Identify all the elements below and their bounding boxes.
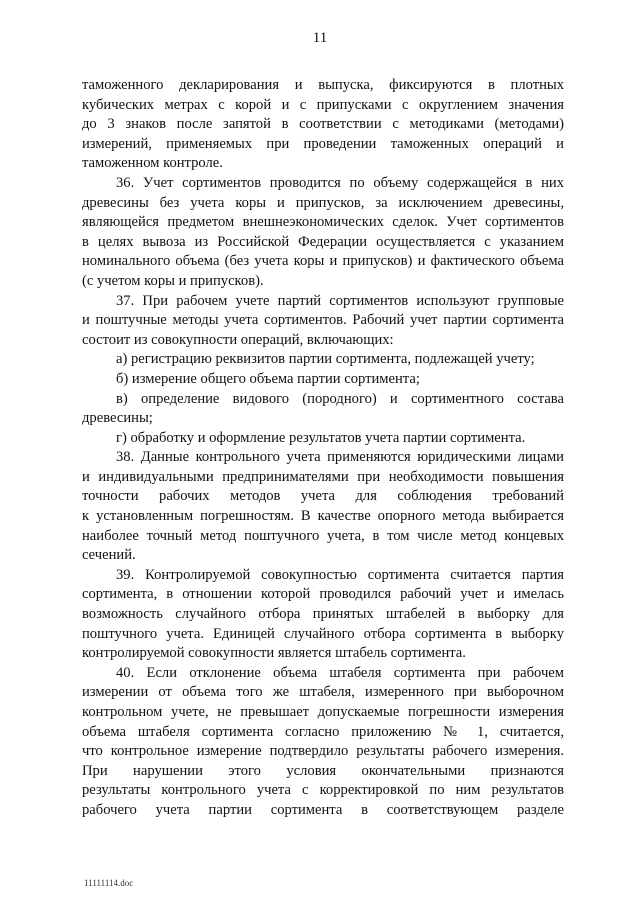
text-line: 39. Контролируемой совокупностью сортимента считается партия — [116, 566, 564, 583]
text-line: измерений, применяемых при проведении таможенных операций и — [82, 135, 564, 152]
text-line: точности рабочих методов учета для соблюдения требований — [82, 488, 564, 505]
text-line: и индивидуальными предпринимателями при необходимости повышения — [82, 468, 564, 485]
text-line: 40. Если отклонение объема штабеля сортимента при рабочем — [116, 664, 564, 681]
text-line: б) измерение общего объема партии сортимента; — [116, 370, 420, 387]
text-line: кубических метрах с корой и с припусками с округлением значения — [82, 96, 564, 113]
text-line: древесины; — [82, 410, 153, 427]
text-line: поштучного учета. Единицей случайного отбора сортимента в выборку — [82, 625, 564, 642]
text-line: а) регистрацию реквизитов партии сортимента, подлежащей учету; — [116, 351, 535, 368]
document-file-code: 11111114.doc — [84, 878, 134, 888]
text-line: являющейся предметом внешнеэкономических сделок. Учет сортиментов — [82, 214, 564, 231]
text-line: наиболее точный метод поштучного учета, в том числе метод концевых — [82, 527, 564, 544]
text-line: 37. При рабочем учете партий сортиментов используют групповые — [116, 292, 564, 309]
text-line: объема штабеля сортимента согласно приложению № 1, считается, — [82, 723, 564, 740]
text-line: контрольном учете, не превышает допускаемые погрешности измерения — [82, 704, 564, 720]
text-line: состоит из совокупности операций, включающих: — [82, 331, 394, 348]
text-line: сортимента, в отношении которой проводился рабочий учет и имелась — [82, 586, 564, 603]
text-line: таможенном контроле. — [82, 155, 223, 172]
text-line: результаты контрольного учета с корректировкой по ним результатов — [82, 782, 564, 799]
text-line: При нарушении этого условия окончательными признаются — [82, 762, 564, 779]
text-line: (с учетом коры и припусков). — [82, 272, 264, 289]
document-body — [82, 76, 564, 821]
text-line: в целях вывоза из Российской Федерации осуществляется с указанием — [82, 233, 564, 250]
text-line: контролируемой совокупности является штабель сортимента. — [82, 645, 466, 662]
page-number: 11 — [312, 30, 328, 46]
text-line: в) определение видового (породного) и сортиментного состава — [116, 390, 564, 407]
text-line: и поштучные методы учета сортиментов. Рабочий учет партии сортимента — [82, 312, 564, 329]
text-line: г) обработку и оформление результатов учета партии сортимента. — [116, 429, 526, 446]
text-line: 36. Учет сортиментов проводится по объему содержащейся в них — [116, 174, 564, 191]
text-line: древесины без учета коры и припусков, за исключением древесины, — [82, 194, 564, 211]
text-line: 38. Данные контрольного учета применяются юридическими лицами — [116, 449, 564, 466]
text-line: что контрольное измерение подтвердило результаты рабочего измерения. — [82, 743, 564, 760]
text-line: таможенного декларирования и выпуска, фиксируются в плотных — [82, 77, 564, 93]
text-line: измерении от объема того же штабеля, измеренного при выборочном — [82, 684, 564, 701]
text-line: до 3 знаков после запятой в соответствии с методиками (методами) — [82, 116, 564, 133]
text-line: сечений. — [82, 547, 136, 564]
text-line: рабочего учета партии сортимента в соответствующем разделе — [82, 801, 564, 818]
text-line: возможность случайного отбора принятых штабелей в выборку для — [82, 606, 564, 623]
text-line: к установленным погрешностям. В качестве опорного метода выбирается — [82, 508, 564, 525]
text-line: номинального объема (без учета коры и припусков) и фактического объема — [82, 253, 564, 270]
